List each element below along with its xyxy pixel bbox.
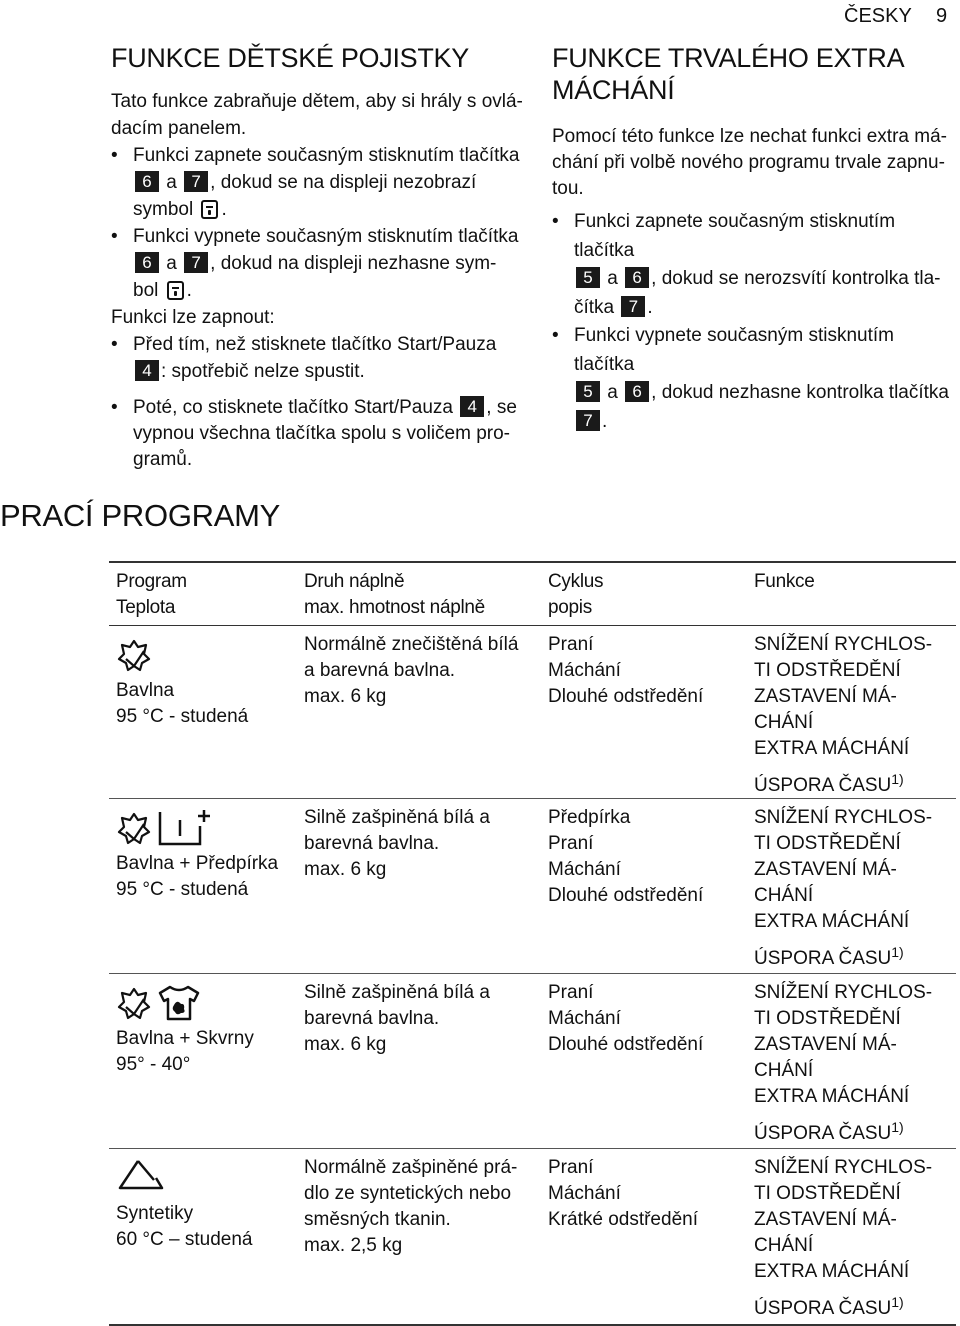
stain-shirt-icon <box>156 983 200 1023</box>
item-text: bol <box>133 280 159 301</box>
page-number: 9 <box>936 5 948 27</box>
header-functions <box>747 563 956 625</box>
extra-rinse-title <box>552 42 956 106</box>
program-icons <box>116 632 297 678</box>
prewash-icon <box>156 808 214 848</box>
load-text: Silně zašpiněná bílá a <box>304 982 490 1003</box>
header-language: ČESKY <box>844 5 912 27</box>
program-cell <box>109 1149 297 1324</box>
cycle-text: Máchání <box>548 1183 621 1204</box>
function-text: SNÍŽENÍ RYCHLOS- <box>754 807 933 828</box>
item-text: Funkci vypnete současným stisknutím tlačítka <box>133 226 519 247</box>
load-text: max. 2,5 kg <box>304 1235 403 1256</box>
load-text: barevná bavlna. <box>304 833 440 854</box>
function-text: EXTRA MÁCHÁNÍ <box>754 1261 910 1282</box>
child-lock-icon <box>201 200 218 219</box>
function-text: CHÁNÍ <box>754 1060 814 1081</box>
list-item <box>552 208 956 322</box>
child-lock-icon <box>167 281 184 300</box>
item-text: Funkci vypnete současným stisknutím tlačítka <box>574 325 894 375</box>
item-text: a <box>166 253 177 274</box>
footnote-mark: 1) <box>891 944 904 960</box>
cycle-text: Praní <box>548 982 594 1003</box>
cotton-icon <box>116 810 152 846</box>
program-name: Bavlna <box>116 680 175 701</box>
item-text: a <box>607 268 618 289</box>
title-line: FUNKCE TRVALÉHO EXTRA <box>552 43 905 73</box>
header-program <box>109 563 297 625</box>
item-text: . <box>186 280 192 301</box>
extra-rinse-section <box>552 42 956 436</box>
table-row <box>109 799 956 974</box>
function-text: TI ODSTŘEDĚNÍ <box>754 660 901 681</box>
header-text: max. hmotnost náplně <box>304 597 485 618</box>
load-text: Normálně zašpiněné prá- <box>304 1157 518 1178</box>
item-text: symbol <box>133 199 194 220</box>
key-5: 5 <box>576 381 600 402</box>
load-text: Silně zašpiněná bílá a <box>304 807 490 828</box>
intro-line: Tato funkce zabraňuje dětem, aby si hrály s ovlá- <box>111 91 523 112</box>
program-temp: 95 °C - studená <box>116 706 249 727</box>
item-text: : spotřebič nelze spustit. <box>161 361 365 382</box>
footnote-mark: 1) <box>891 1294 904 1310</box>
load-text: a barevná bavlna. <box>304 660 456 681</box>
program-cell <box>109 626 297 799</box>
functions-cell <box>747 1149 956 1324</box>
child-lock-list <box>111 142 531 304</box>
item-text: , dokud nezhasne kontrolka tlačítka <box>651 382 949 403</box>
program-name: Bavlna + Předpírka <box>116 853 279 874</box>
list-item <box>111 142 531 223</box>
load-text: max. 6 kg <box>304 859 387 880</box>
program-temp: 95 °C - studená <box>116 879 249 900</box>
function-text: ZASTAVENÍ MÁ- <box>754 686 897 707</box>
intro-line: dacím panelem. <box>111 118 247 139</box>
program-icons <box>116 980 297 1026</box>
table-row <box>109 974 956 1149</box>
header-text: popis <box>548 597 592 618</box>
function-text: TI ODSTŘEDĚNÍ <box>754 1183 901 1204</box>
functions-cell <box>747 799 956 973</box>
cycle-cell <box>541 626 747 799</box>
cycle-text: Předpírka <box>548 807 631 828</box>
function-time-save <box>754 762 956 799</box>
header-text: Program <box>116 571 187 592</box>
title-line: MÁCHÁNÍ <box>552 75 675 105</box>
load-text: max. 6 kg <box>304 1034 387 1055</box>
cycle-text: Máchání <box>548 859 621 880</box>
item-text: , se <box>486 397 517 418</box>
intro-line: Pomocí této funkce lze nechat funkci extra má- <box>552 126 947 147</box>
load-cell <box>297 626 541 799</box>
table-row <box>109 626 956 799</box>
list-item <box>111 223 531 304</box>
functions-cell <box>747 974 956 1148</box>
function-text: EXTRA MÁCHÁNÍ <box>754 738 910 759</box>
function-text: TI ODSTŘEDĚNÍ <box>754 1008 901 1029</box>
program-cell <box>109 974 297 1148</box>
function-text: SNÍŽENÍ RYCHLOS- <box>754 634 933 655</box>
function-text: SNÍŽENÍ RYCHLOS- <box>754 1157 933 1178</box>
cycle-text: Praní <box>548 1157 594 1178</box>
list-item <box>552 322 956 436</box>
cycle-text: Dlouhé odstředění <box>548 686 704 707</box>
list-item <box>111 395 531 473</box>
key-6: 6 <box>625 381 649 402</box>
child-lock-title: FUNKCE DĚTSKÉ POJISTKY <box>111 43 469 73</box>
function-text: CHÁNÍ <box>754 1235 814 1256</box>
cycle-text: Máchání <box>548 660 621 681</box>
intro-line: tou. <box>552 178 584 199</box>
load-cell <box>297 799 541 973</box>
function-time-save <box>754 1285 956 1322</box>
program-name: Bavlna + Skvrny <box>116 1028 254 1049</box>
item-text: a <box>607 382 618 403</box>
cycle-text: Krátké odstředění <box>548 1209 698 1230</box>
item-text: vypnou všechna tlačítka spolu s voličem pro- <box>133 423 511 444</box>
key-4: 4 <box>460 396 484 417</box>
header-text: Funkce <box>754 571 815 592</box>
item-text: Poté, co stisknete tlačítko Start/Pauza <box>133 397 453 418</box>
load-cell <box>297 1149 541 1324</box>
programs-title: PRACÍ PROGRAMY <box>0 498 281 533</box>
program-temp: 95° - 40° <box>116 1054 191 1075</box>
cycle-text: Praní <box>548 833 594 854</box>
item-text: gramů. <box>133 449 193 470</box>
function-text: ZASTAVENÍ MÁ- <box>754 1209 897 1230</box>
list-item <box>111 331 531 385</box>
function-text: ÚSPORA ČASU <box>754 1123 892 1144</box>
intro-line: chání při volbě nového programu trvale zapnu- <box>552 152 945 173</box>
load-text: Normálně znečištěná bílá <box>304 634 519 655</box>
key-7: 7 <box>184 252 208 273</box>
function-text: CHÁNÍ <box>754 712 814 733</box>
program-cell <box>109 799 297 973</box>
program-name: Syntetiky <box>116 1203 194 1224</box>
cycle-text: Dlouhé odstředění <box>548 885 704 906</box>
load-text: max. 6 kg <box>304 686 387 707</box>
item-text: , dokud se na displeji nezobrazí <box>210 172 477 193</box>
item-text: Funkci zapnete současným stisknutím tlačítka <box>574 211 896 261</box>
item-text: , dokud se nerozsvítí kontrolka tla- <box>651 268 941 289</box>
cotton-icon <box>116 637 152 673</box>
function-text: TI ODSTŘEDĚNÍ <box>754 833 901 854</box>
footnote-mark: 1) <box>891 1119 904 1135</box>
header-text: Cyklus <box>548 571 604 592</box>
footnote-mark: 1) <box>891 771 904 787</box>
table-header <box>109 561 956 626</box>
load-text: barevná bavlna. <box>304 1008 440 1029</box>
programs-table <box>109 561 956 1326</box>
function-text: EXTRA MÁCHÁNÍ <box>754 1086 910 1107</box>
key-4: 4 <box>135 360 159 381</box>
child-lock-section <box>111 42 531 473</box>
functions-cell <box>747 626 956 799</box>
can-enable-label: Funkci lze zapnout: <box>111 307 275 328</box>
function-text: ZASTAVENÍ MÁ- <box>754 1034 897 1055</box>
item-text: čítka <box>574 296 615 318</box>
extra-rinse-list <box>552 208 956 436</box>
key-7: 7 <box>576 410 600 431</box>
function-text: ÚSPORA ČASU <box>754 775 892 796</box>
program-icons <box>116 1155 297 1201</box>
function-time-save <box>754 1110 956 1147</box>
table-row <box>109 1149 956 1326</box>
key-6: 6 <box>135 171 159 192</box>
function-text: EXTRA MÁCHÁNÍ <box>754 911 910 932</box>
cycle-cell <box>541 1149 747 1324</box>
function-text: ZASTAVENÍ MÁ- <box>754 859 897 880</box>
item-text: Funkci zapnete současným stisknutím tlačítka <box>133 145 520 166</box>
header-load <box>297 563 541 625</box>
item-text: . <box>647 296 653 318</box>
key-6: 6 <box>625 267 649 288</box>
item-text: a <box>166 172 177 193</box>
child-lock-intro <box>111 88 531 142</box>
function-time-save <box>754 935 956 972</box>
item-text: , dokud na displeji nezhasne sym- <box>210 253 497 274</box>
item-text: . <box>602 410 608 432</box>
header-text: Teplota <box>116 597 176 618</box>
load-cell <box>297 974 541 1148</box>
extra-rinse-intro <box>552 124 956 202</box>
function-text: SNÍŽENÍ RYCHLOS- <box>754 982 933 1003</box>
key-6: 6 <box>135 252 159 273</box>
function-text: ÚSPORA ČASU <box>754 1298 892 1319</box>
key-7: 7 <box>184 171 208 192</box>
cotton-icon <box>116 985 152 1021</box>
child-lock-options <box>111 331 531 473</box>
key-5: 5 <box>576 267 600 288</box>
program-icons <box>116 805 297 851</box>
header-cycle <box>541 563 747 625</box>
function-text: ÚSPORA ČASU <box>754 948 892 969</box>
item-text: Před tím, než stisknete tlačítko Start/Pauza <box>133 334 497 355</box>
item-text: . <box>221 199 227 220</box>
synthetics-icon <box>116 1158 166 1198</box>
cycle-text: Máchání <box>548 1008 621 1029</box>
header-text: Druh náplně <box>304 571 405 592</box>
key-7: 7 <box>621 296 645 317</box>
load-text: dlo ze syntetických nebo <box>304 1183 512 1204</box>
cycle-cell <box>541 974 747 1148</box>
function-text: CHÁNÍ <box>754 885 814 906</box>
cycle-cell <box>541 799 747 973</box>
cycle-text: Dlouhé odstředění <box>548 1034 704 1055</box>
cycle-text: Praní <box>548 634 594 655</box>
load-text: směsných tkanin. <box>304 1209 451 1230</box>
program-temp: 60 °C – studená <box>116 1229 253 1250</box>
